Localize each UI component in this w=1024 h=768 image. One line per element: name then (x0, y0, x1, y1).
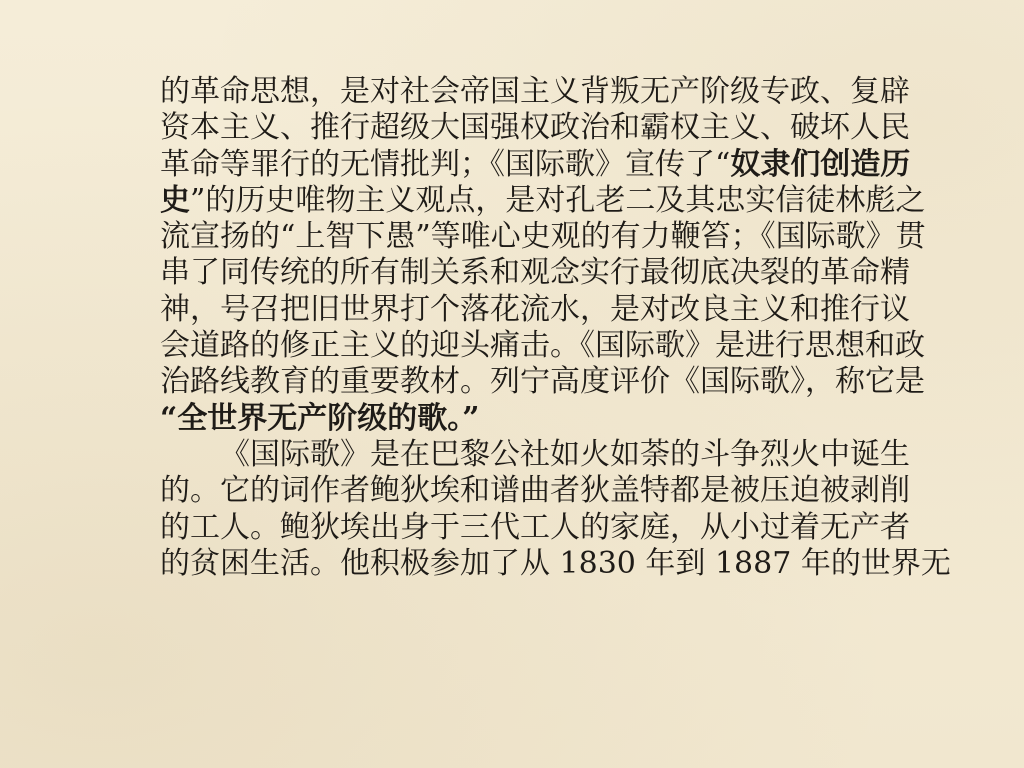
text-line: 会道路的修正主义的迎头痛击。《国际歌》是进行思想和政 (160, 328, 925, 364)
bold-text-run: 史 (160, 182, 190, 218)
text-run: 革命等罪行的无情批判；《国际歌》宣传了“ (160, 146, 731, 182)
text-line: 的工人。鲍狄埃出身于三代工人的家庭，从小过着无产者 (160, 509, 910, 545)
text-line: 串了同传统的所有制关系和观念实行最彻底决裂的革命精 (160, 255, 910, 291)
text-line: “全世界无产阶级的歌。” (160, 400, 480, 436)
text-line (160, 182, 926, 219)
text-run: ”的历史唯物主义观点，是对孔老二及其忠实信徒林彪之 (190, 182, 926, 218)
text-line (160, 146, 911, 183)
text-line: 《国际歌》是在巴黎公社如火如荼的斗争烈火中诞生 (220, 436, 910, 472)
text-line: 的革命思想，是对社会帝国主义背叛无产阶级专政、复辟 (160, 74, 910, 109)
body-text (160, 74, 951, 582)
text-line: 流宣扬的“上智下愚”等唯心史观的有力鞭笞；《国际歌》贯 (160, 219, 926, 255)
text-line: 资本主义、推行超级大国强权政治和霸权主义、破坏人民 (160, 110, 910, 146)
text-line: 治路线教育的重要教材。列宁高度评价《国际歌》，称它是 (160, 364, 925, 400)
text-line: 的。它的词作者鲍狄埃和谱曲者狄盖特都是被压迫被剥削 (160, 473, 910, 509)
text-line: 神，号召把旧世界打个落花流水，是对改良主义和推行议 (160, 291, 910, 327)
bold-text-run: 奴隶们创造历 (730, 146, 911, 182)
text-line: 的贫困生活。他积极参加了从 1830 年到 1887 年的世界无 (160, 545, 951, 581)
